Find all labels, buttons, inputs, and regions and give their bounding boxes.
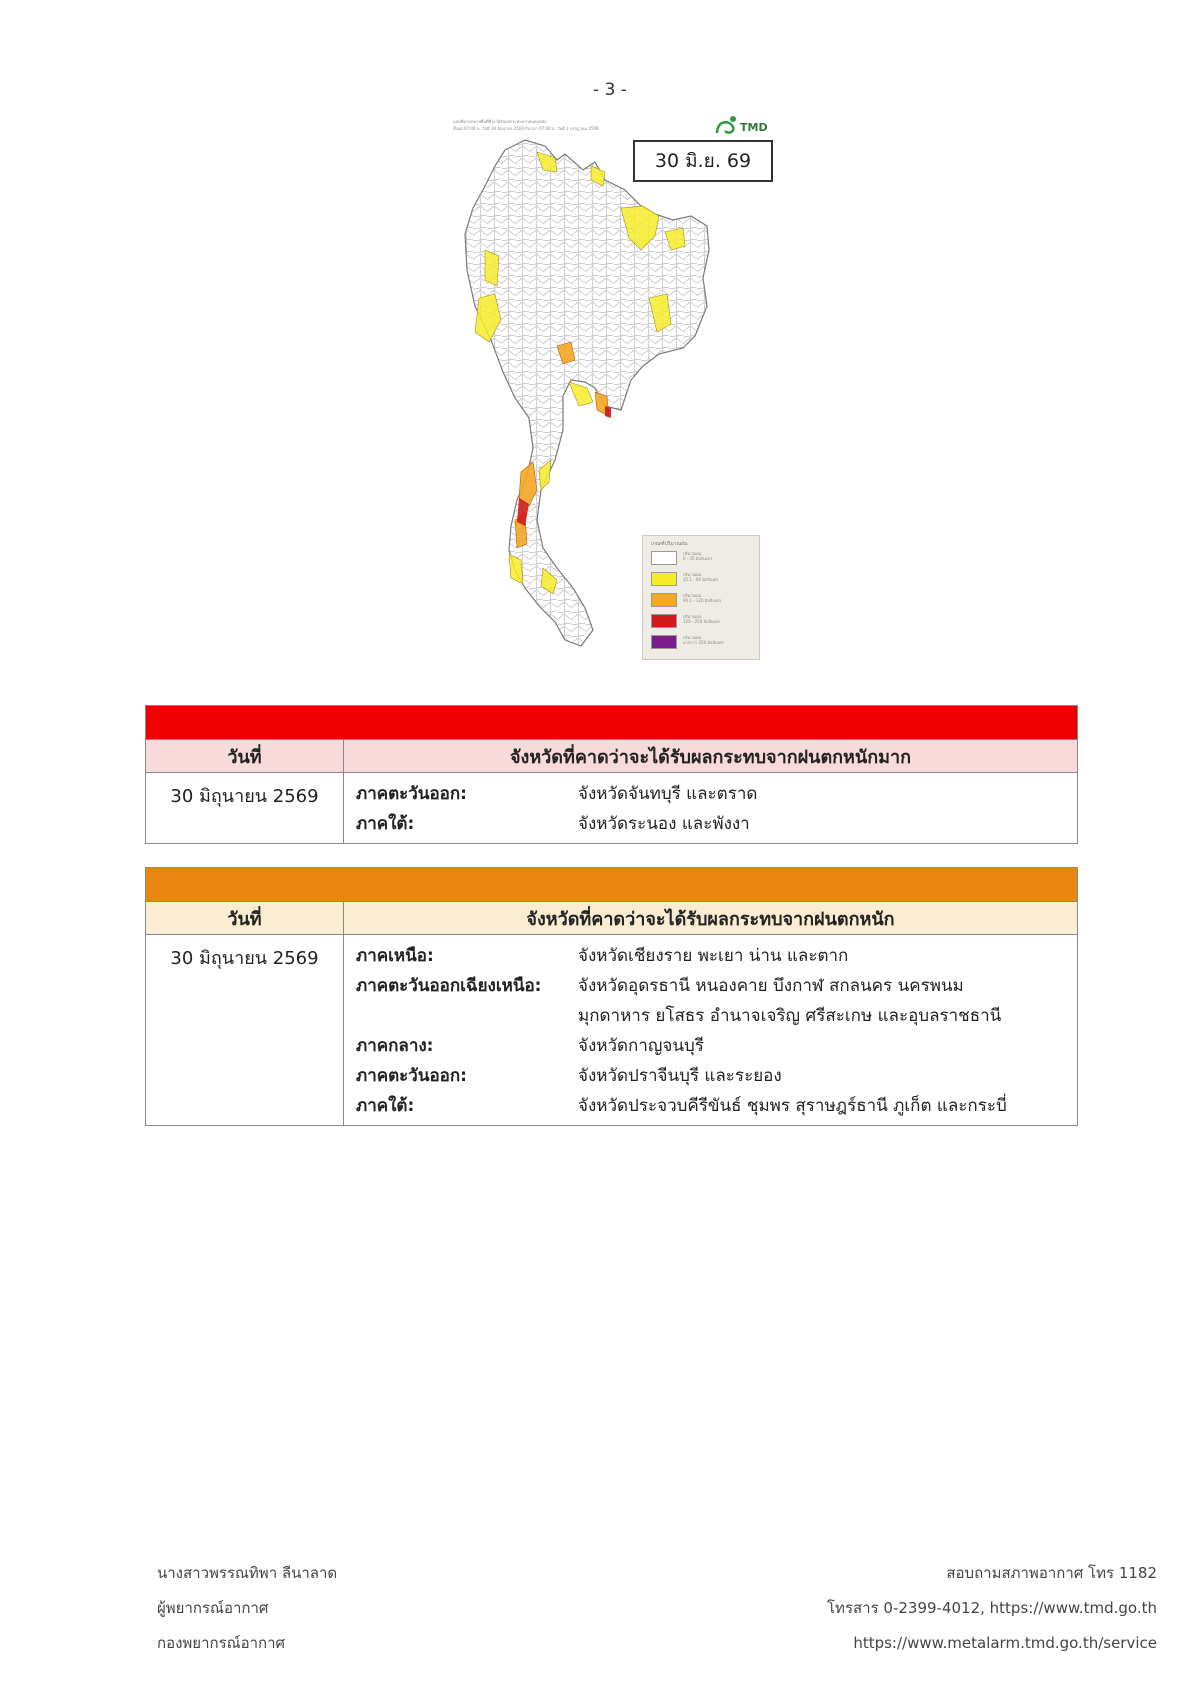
table-color-band — [146, 706, 1078, 740]
legend-label-line: 90.1 - 120 มิลลิเมตร — [683, 598, 722, 603]
page-number: - 3 - — [593, 80, 627, 100]
severity-band-red — [146, 706, 1078, 740]
legend-item — [651, 593, 755, 608]
legend-label-line: ปริมาณฝน — [683, 635, 702, 640]
region-row — [356, 971, 1067, 1001]
map-date-label: 30 มิ.ย. 69 — [633, 140, 773, 182]
region-name: ภาคตะวันออกเฉียงเหนือ: — [356, 976, 542, 996]
map-legend — [642, 535, 760, 660]
footer-contact — [827, 1556, 1157, 1661]
region-name: ภาคตะวันออก: — [356, 784, 467, 804]
province-list-continuation: มุกดาหาร ยโสธร อำนาจเจริญ ศรีสะเกษ และอุบลราชธานี — [578, 1006, 1002, 1026]
heavy-rain-table — [145, 867, 1078, 1126]
province-list: จังหวัดกาญจนบุรี — [578, 1036, 704, 1056]
legend-swatch-red — [651, 614, 677, 628]
legend-label-line: ปริมาณฝน — [683, 593, 702, 598]
header-provinces: จังหวัดที่คาดว่าจะได้รับผลกระทบจากฝนตกหนัก — [344, 902, 1078, 935]
very-heavy-rain-table — [145, 705, 1078, 844]
legend-title: เกณฑ์ปริมาณฝน — [651, 541, 688, 547]
legend-item — [651, 551, 755, 566]
row-date: 30 มิถุนายน 2569 — [146, 773, 344, 844]
forecaster-division: กองพยากรณ์อากาศ — [157, 1634, 286, 1652]
province-list: จังหวัดจันทบุรี และตราด — [578, 784, 758, 804]
region-row — [356, 809, 1067, 839]
province-list: จังหวัดประจวบคีรีขันธ์ ชุมพร สุราษฎร์ธานี ภูเก็ต และกระบี่ — [578, 1096, 1007, 1116]
region-name: ภาคตะวันออก: — [356, 1066, 467, 1086]
tmd-logo-text: TMD — [740, 121, 768, 134]
legend-label — [683, 551, 712, 561]
legend-item — [651, 572, 755, 587]
legend-label-line: มากกว่า 250 มิลลิเมตร — [683, 640, 724, 645]
region-row — [356, 1091, 1067, 1121]
region-name: ภาคใต้: — [356, 1096, 415, 1116]
legend-label-line: 35.1 - 90 มิลลิเมตร — [683, 577, 719, 582]
row-regions — [344, 773, 1078, 844]
legend-label-line: ปริมาณฝน — [683, 614, 702, 619]
region-name: ภาคกลาง: — [356, 1036, 434, 1056]
legend-label-line: 0 - 35 มิลลิเมตร — [683, 556, 713, 561]
region-name: ภาคเหนือ: — [356, 946, 434, 966]
province-list: จังหวัดระนอง และพังงา — [578, 814, 750, 834]
footer-signature — [157, 1556, 337, 1661]
legend-item — [651, 614, 755, 629]
legend-label-line: 120 - 250 มิลลิเมตร — [683, 619, 720, 624]
map-header-line-1: แผนที่คาดหมายพื้นที่ที่จะได้รับผลกระทบจากฝนตกหนัก — [453, 119, 547, 124]
row-regions — [344, 935, 1078, 1126]
legend-label-line: ปริมาณฝน — [683, 572, 702, 577]
forecaster-title: ผู้พยากรณ์อากาศ — [157, 1599, 269, 1617]
region-row — [356, 1061, 1067, 1091]
province-list: จังหวัดปราจีนบุรี และระยอง — [578, 1066, 782, 1086]
row-date: 30 มิถุนายน 2569 — [146, 935, 344, 1126]
region-row — [356, 779, 1067, 809]
table-header-row — [146, 740, 1078, 773]
table-row — [146, 773, 1078, 844]
region-name: ภาคใต้: — [356, 814, 415, 834]
header-date: วันที่ — [146, 740, 344, 773]
table-header-row — [146, 902, 1078, 935]
region-row — [356, 1031, 1067, 1061]
legend-label — [683, 593, 721, 603]
province-list: จังหวัดอุดรธานี หนองคาย บึงกาฬ สกลนคร นครพนม — [578, 976, 964, 996]
contact-phone: สอบถามสภาพอากาศ โทร 1182 — [946, 1564, 1157, 1582]
legend-label — [683, 614, 720, 624]
table-row — [146, 935, 1078, 1126]
legend-swatch-purple — [651, 635, 677, 649]
map-header-line-2: ตั้งแต่ 07:00 น. วันที่ 30 มิถุนายน 2569 ถึงเวลา 07:00 น. วันที่ 1 กรกฎาคม 2569 — [453, 126, 599, 131]
severity-band-orange — [146, 868, 1078, 902]
header-provinces: จังหวัดที่คาดว่าจะได้รับผลกระทบจากฝนตกหนักมาก — [344, 740, 1078, 773]
legend-swatch-white — [651, 551, 677, 565]
legend-item — [651, 635, 755, 650]
rainfall-forecast-map — [445, 110, 775, 665]
forecaster-name: นางสาวพรรณทิพา ลีนาลาด — [157, 1564, 338, 1582]
legend-label — [683, 572, 719, 582]
table-color-band — [146, 868, 1078, 902]
region-row — [356, 941, 1067, 971]
legend-label — [683, 635, 724, 645]
contact-fax-website: โทรสาร 0-2399-4012, https://www.tmd.go.th — [827, 1599, 1157, 1617]
legend-swatch-yellow — [651, 572, 677, 586]
legend-swatch-orange — [651, 593, 677, 607]
header-date: วันที่ — [146, 902, 344, 935]
contact-service-url: https://www.metalarm.tmd.go.th/service — [853, 1634, 1157, 1652]
province-list: จังหวัดเชียงราย พะเยา น่าน และตาก — [578, 946, 849, 966]
legend-label-line: ปริมาณฝน — [683, 551, 702, 556]
